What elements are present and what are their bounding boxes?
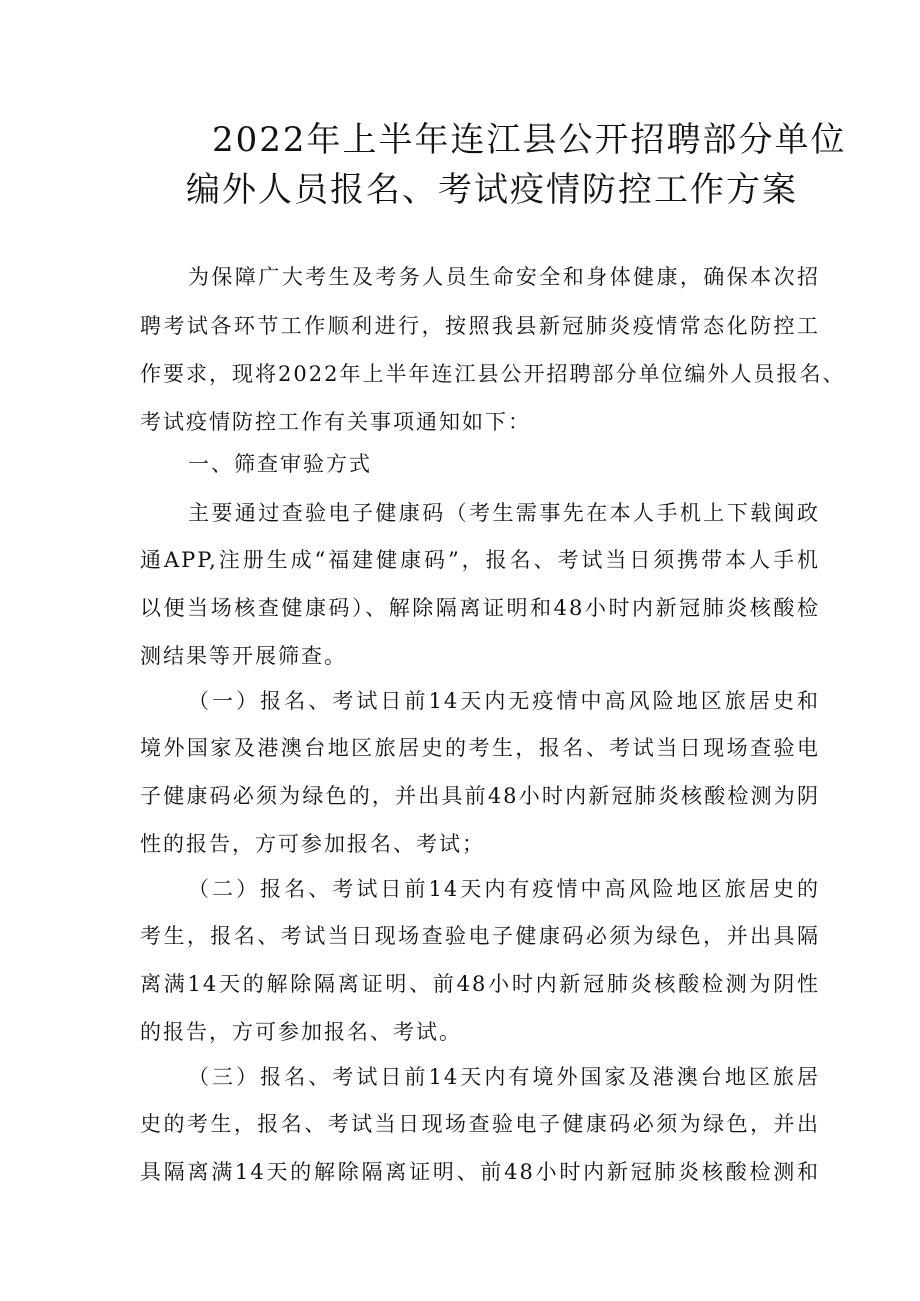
paragraph-line: 作要求，现将2022年上半年连江县公开招聘部分单位编外人员报名、 — [140, 362, 846, 386]
section-1-heading: 一、筛查审验方式 — [188, 452, 372, 476]
paragraph-line: 聘考试各环节工作顺利进行，按照我县新冠肺炎疫情常态化防控工 — [140, 314, 820, 338]
paragraph-line: （一）报名、考试日前14天内无疫情中高风险地区旅居史和 — [188, 689, 820, 713]
paragraph-line: 的报告，方可参加报名、考试。 — [140, 1020, 462, 1044]
document-title-line-1: 2022年上半年连江县公开招聘部分单位 — [212, 120, 847, 160]
paragraph-line: 测结果等开展筛查。 — [140, 644, 347, 668]
paragraph-line: （二）报名、考试日前14天内有疫情中高风险地区旅居史的 — [188, 877, 820, 901]
paragraph-line: 性的报告，方可参加报名、考试； — [140, 832, 485, 856]
paragraph-line: 通APP,注册生成“福建健康码”，报名、考试当日须携带本人手机 — [140, 548, 820, 572]
paragraph-line: 考试疫情防控工作有关事项通知如下： — [140, 410, 531, 434]
paragraph-line: 以便当场核查健康码）、解除隔离证明和48小时内新冠肺炎核酸检 — [140, 596, 820, 620]
paragraph-line: 考生，报名、考试当日现场查验电子健康码必须为绿色，并出具隔 — [140, 924, 820, 948]
paragraph-line: 史的考生，报名、考试当日现场查验电子健康码必须为绿色，并出 — [140, 1112, 820, 1136]
paragraph-line: 子健康码必须为绿色的，并出具前48小时内新冠肺炎核酸检测为阴 — [140, 784, 820, 808]
paragraph-line: 境外国家及港澳台地区旅居史的考生，报名、考试当日现场查验电 — [140, 736, 820, 760]
paragraph-line: 为保障广大考生及考务人员生命安全和身体健康，确保本次招 — [188, 265, 820, 289]
paragraph-line: 具隔离满14天的解除隔离证明、前48小时内新冠肺炎核酸检测和 — [140, 1160, 820, 1184]
paragraph-line: 离满14天的解除隔离证明、前48小时内新冠肺炎核酸检测为阴性 — [140, 972, 820, 996]
document-title-line-2: 编外人员报名、考试疫情防控工作方案 — [186, 170, 798, 210]
paragraph-line: 主要通过查验电子健康码（考生需事先在本人手机上下载闽政 — [188, 501, 820, 525]
paragraph-line: （三）报名、考试日前14天内有境外国家及港澳台地区旅居 — [188, 1065, 820, 1089]
